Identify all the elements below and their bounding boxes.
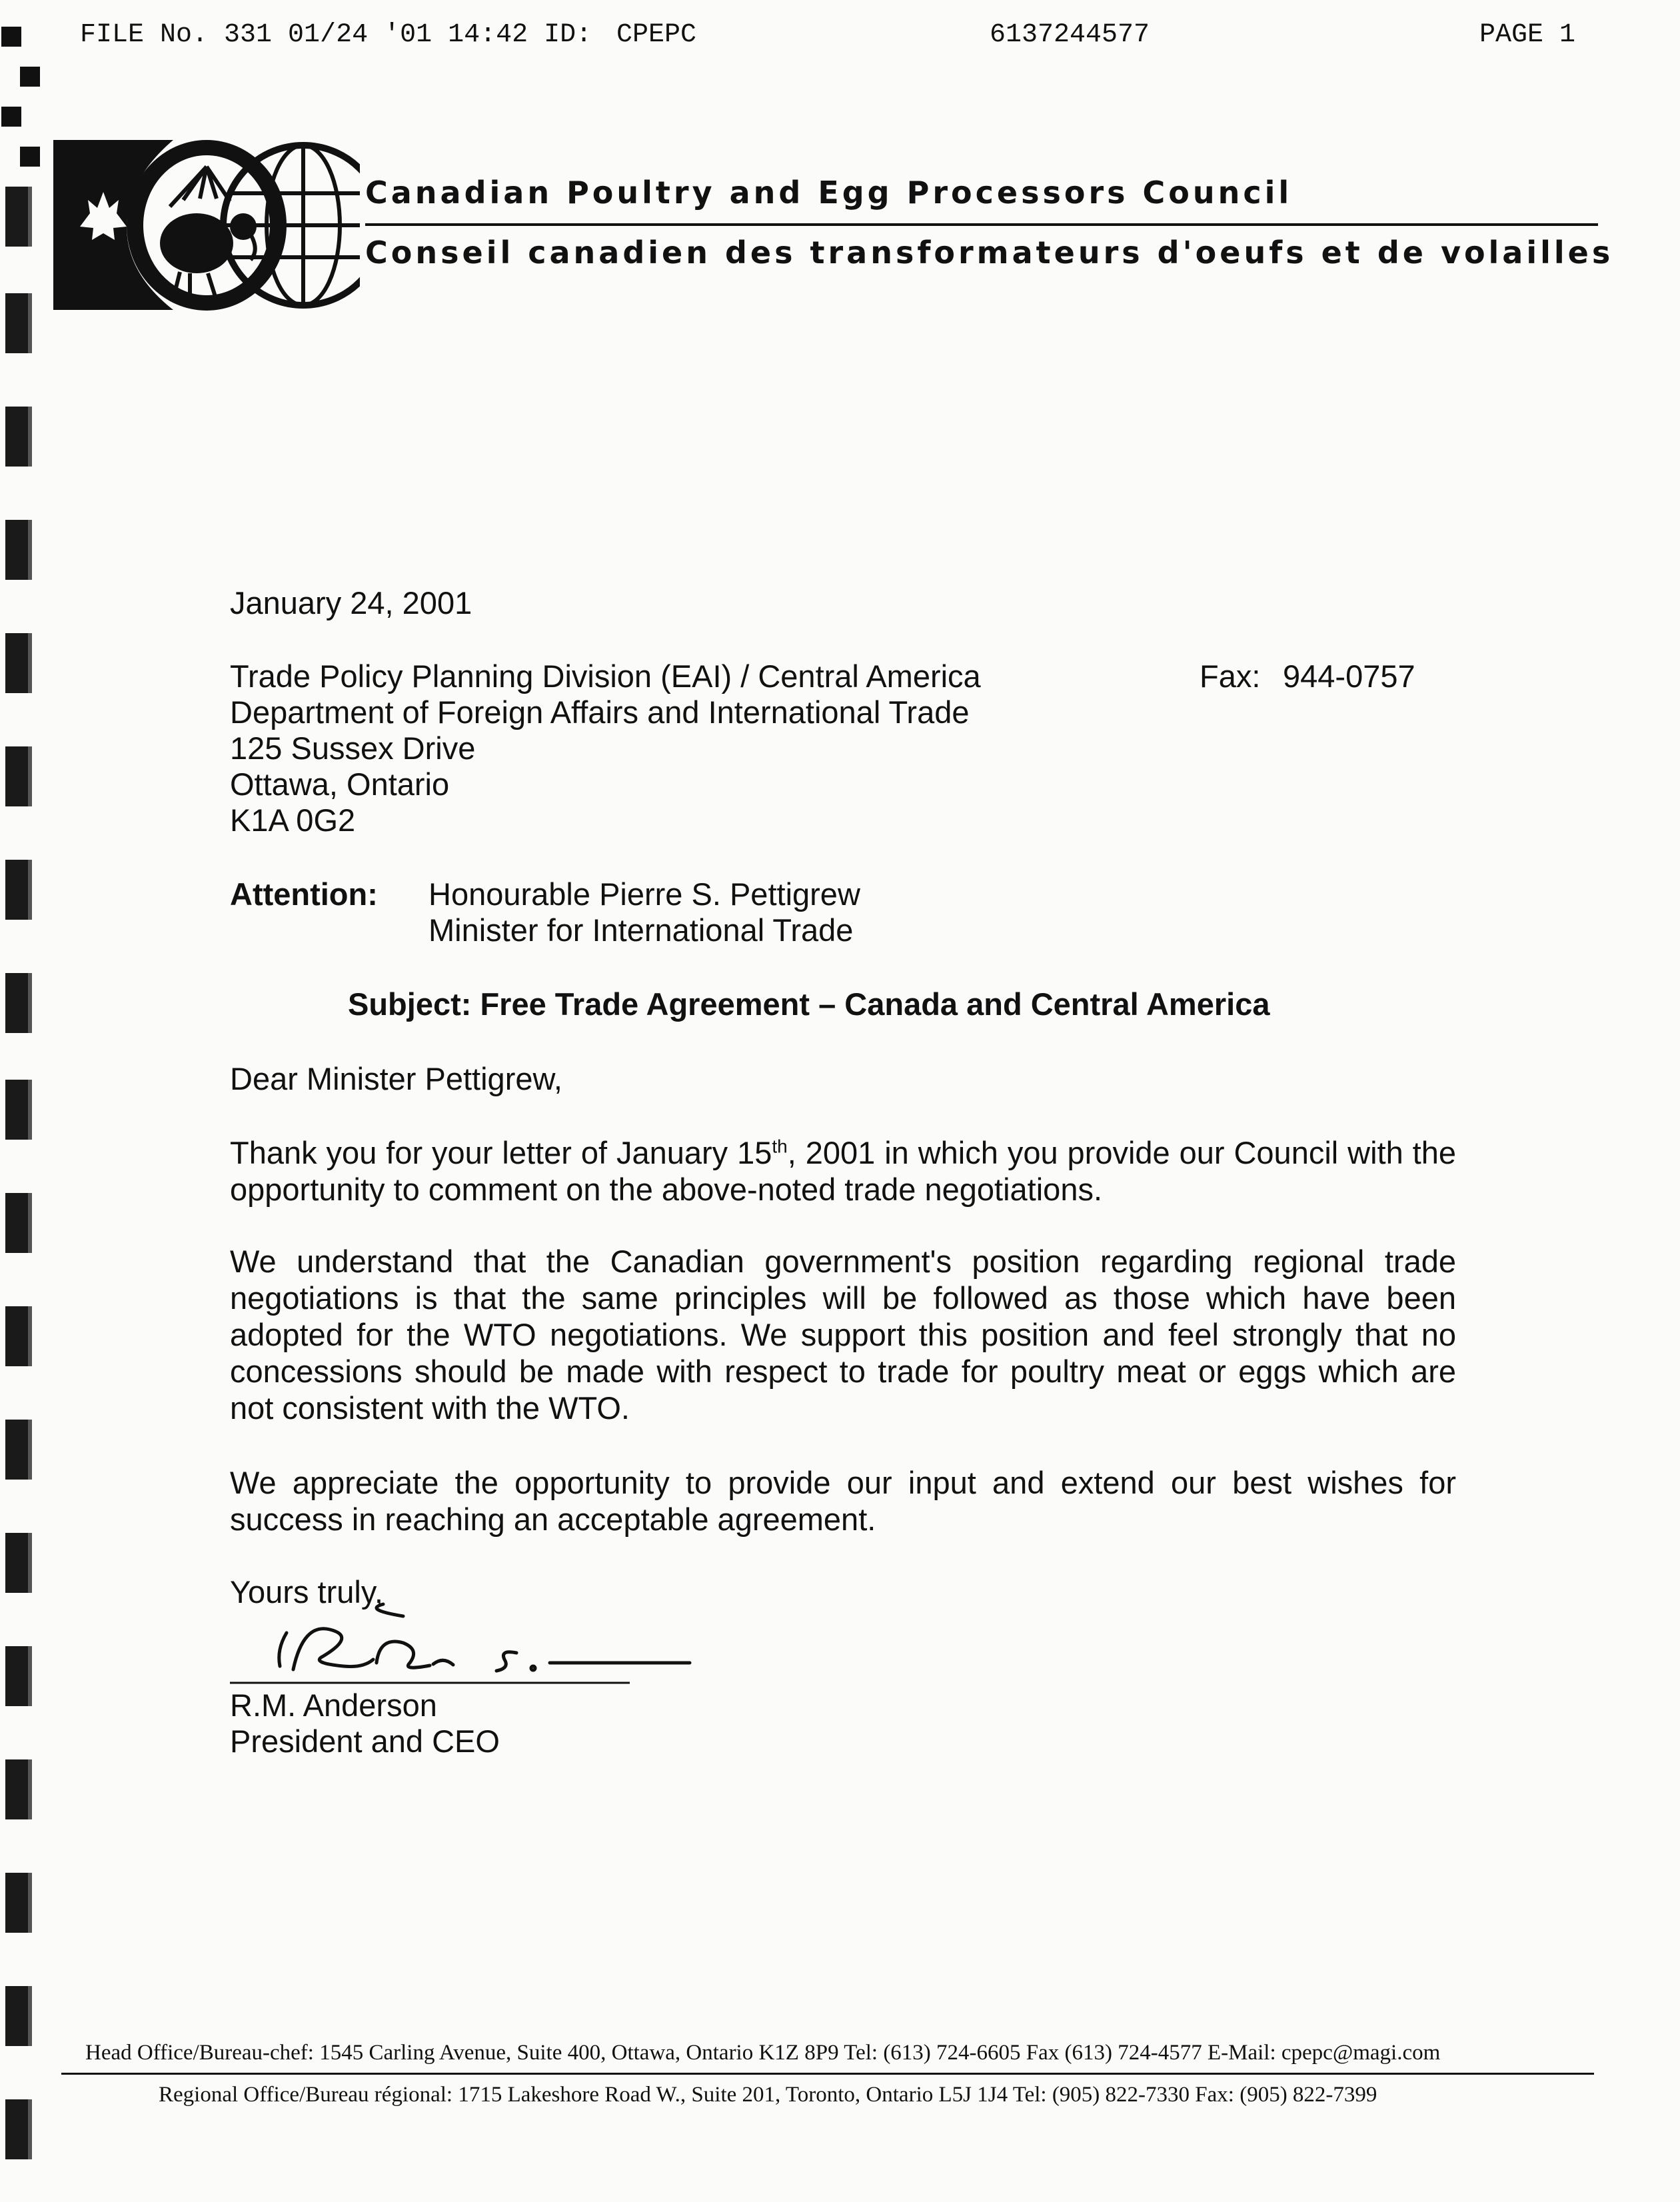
fax-file-info: FILE No. 331 01/24 '01 14:42 ID: <box>80 20 592 50</box>
signer-title: President and CEO <box>230 1723 500 1759</box>
recipient-line-5: K1A 0G2 <box>230 802 356 838</box>
signature-icon <box>230 1596 710 1696</box>
salutation: Dear Minister Pettigrew, <box>230 1061 562 1096</box>
subject-line: Subject: Free Trade Agreement – Canada and Central America <box>348 986 1270 1022</box>
letter-date: January 24, 2001 <box>230 585 472 620</box>
fax-page-number: PAGE 1 <box>1479 20 1576 50</box>
footer-head-office: Head Office/Bureau-chef: 1545 Carling Avenue, Suite 400, Ottawa, Ontario K1Z 8P9 Tel: (613) 724-6605 Fax (613) 724-4577 E-Mail: cpepc@magi.com <box>85 2041 1441 2065</box>
handwritten-signature <box>230 1596 710 1696</box>
letterhead-rule <box>365 223 1598 226</box>
closing: Yours truly, <box>230 1574 383 1610</box>
paragraph-1-start: Thank you for your letter of January 15 <box>230 1135 772 1170</box>
scan-edge-marks <box>0 0 47 2202</box>
ordinal-suffix: th <box>772 1136 788 1157</box>
attention-label: Attention: <box>230 876 378 912</box>
paragraph-1 <box>230 1134 1456 1208</box>
fax-label: Fax: <box>1200 658 1261 694</box>
signer-name: R.M. Anderson <box>230 1687 437 1723</box>
paragraph-1-end: , 2001 in which you provide our Council with the opportunity to comment on the above-noted trade negotiations. <box>230 1135 1456 1207</box>
attention-name: Honourable Pierre S. Pettigrew <box>428 876 860 912</box>
footer-regional-office: Regional Office/Bureau régional: 1715 Lakeshore Road W., Suite 201, Toronto, Ontario L5J 1J4 Tel: (905) 822-7330 Fax: (905) 822-7399 <box>159 2083 1377 2107</box>
recipient-line-1: Trade Policy Planning Division (EAI) / Central America <box>230 658 981 694</box>
recipient-fax-number: 944-0757 <box>1283 658 1415 694</box>
recipient-line-3: 125 Sussex Drive <box>230 730 476 766</box>
fax-number: 6137244577 <box>990 20 1150 50</box>
footer-rule <box>61 2073 1594 2075</box>
council-logo <box>53 127 360 313</box>
org-name-english: Canadian Poultry and Egg Processors Council <box>365 175 1293 211</box>
fax-sender-id: CPEPC <box>616 20 697 50</box>
turkey-globe-logo-icon <box>53 127 360 313</box>
attention-title: Minister for International Trade <box>428 912 854 948</box>
recipient-line-2: Department of Foreign Affairs and International Trade <box>230 694 970 730</box>
paragraph-3: We appreciate the opportunity to provide our input and extend our best wishes for success in reaching an acceptable agreement. <box>230 1465 1456 1537</box>
paragraph-2: We understand that the Canadian government's position regarding regional trade negotiations is that the same principles will be followed as those which have been adopted for the WTO negotiations. We support this position and feel strongly that no concessions should be made with respect to trade for poultry meat or eggs which are not consistent with the WTO. <box>230 1244 1456 1426</box>
org-name-french: Conseil canadien des transformateurs d'oeufs et de volailles <box>365 235 1614 271</box>
recipient-line-4: Ottawa, Ontario <box>230 766 450 802</box>
